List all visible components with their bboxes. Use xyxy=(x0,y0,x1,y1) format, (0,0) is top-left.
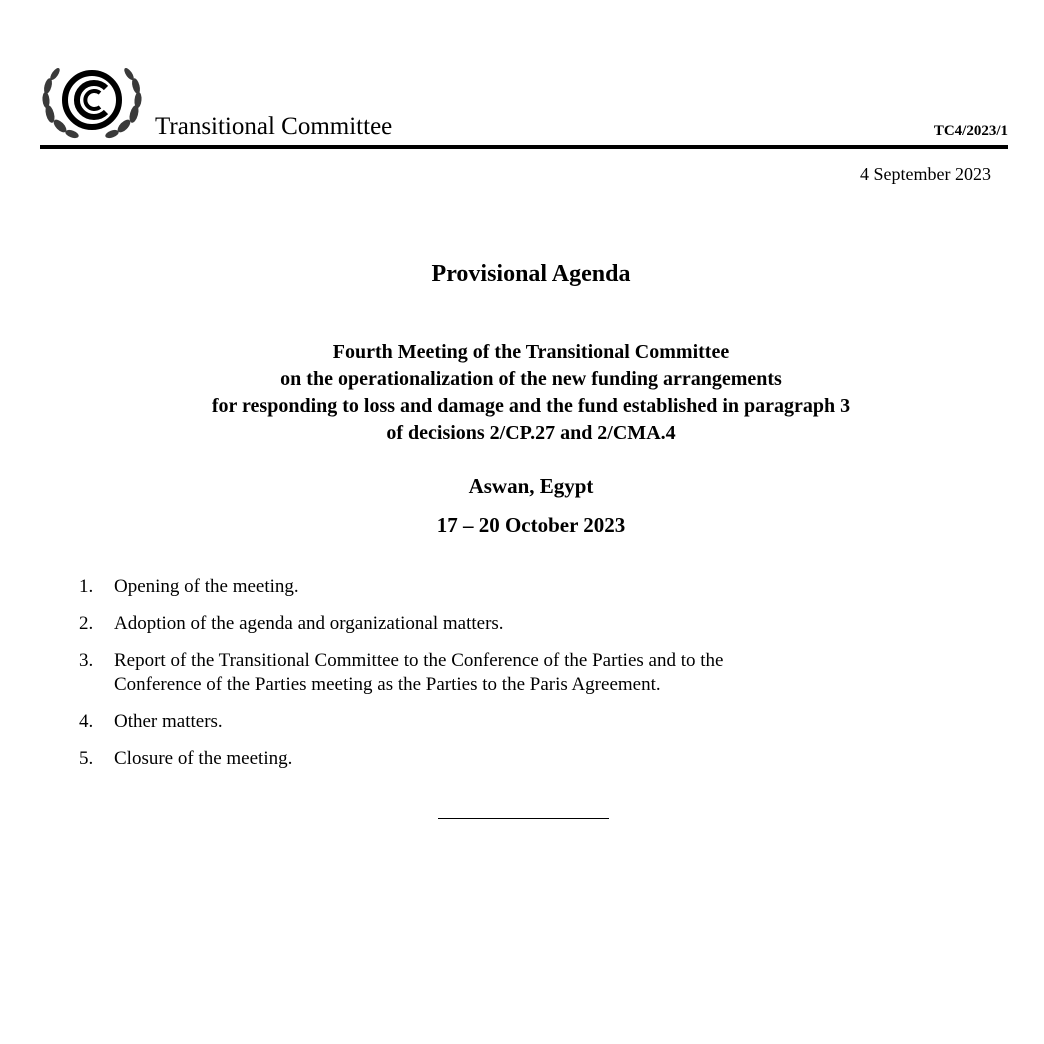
committee-name: Transitional Committee xyxy=(155,113,393,140)
end-divider xyxy=(438,818,609,819)
agenda-item-line: Opening of the meeting. xyxy=(114,576,299,597)
subtitle-line: Fourth Meeting of the Transitional Committee xyxy=(332,341,730,363)
unfccc-emblem-icon xyxy=(40,62,144,142)
agenda-item-line: Closure of the meeting. xyxy=(114,748,293,769)
agenda-item-number: 2. xyxy=(79,613,94,634)
agenda-item xyxy=(79,575,979,599)
agenda-item-text xyxy=(114,649,979,697)
agenda-item-line: Adoption of the agenda and organizational matters. xyxy=(114,613,504,634)
agenda-item xyxy=(79,710,979,734)
subtitle-line: of decisions 2/CP.27 and 2/CMA.4 xyxy=(386,422,676,444)
agenda-item-text xyxy=(114,612,979,636)
agenda-item xyxy=(79,649,979,697)
agenda-item-line: Conference of the Parties meeting as the Parties to the Paris Agreement. xyxy=(114,674,661,695)
document-symbol: TC4/2023/1 xyxy=(933,123,1008,139)
document-date: 4 September 2023 xyxy=(860,164,991,184)
header-divider xyxy=(40,145,1008,149)
agenda-item xyxy=(79,747,979,771)
agenda-item-line: Other matters. xyxy=(114,711,223,732)
subtitle-line: on the operationalization of the new funding arrangements xyxy=(280,368,782,390)
agenda-item-number: 5. xyxy=(79,748,94,769)
agenda-item xyxy=(79,612,979,636)
agenda-list xyxy=(79,575,979,784)
agenda-item-text xyxy=(114,710,979,734)
subtitle-line: for responding to loss and damage and the fund established in paragraph 3 xyxy=(211,395,851,417)
agenda-item-number: 4. xyxy=(79,711,94,732)
agenda-item-number: 1. xyxy=(79,576,94,597)
agenda-item-text xyxy=(114,575,979,599)
agenda-item-line: Report of the Transitional Committee to the Conference of the Parties and to the xyxy=(114,650,724,671)
meeting-venue: Aswan, Egypt xyxy=(468,474,594,498)
meeting-dates: 17 – 20 October 2023 xyxy=(436,513,626,537)
meeting-subtitle xyxy=(0,339,1044,447)
page-title: Provisional Agenda xyxy=(431,261,631,287)
agenda-item-number: 3. xyxy=(79,650,94,671)
agenda-item-text xyxy=(114,747,979,771)
